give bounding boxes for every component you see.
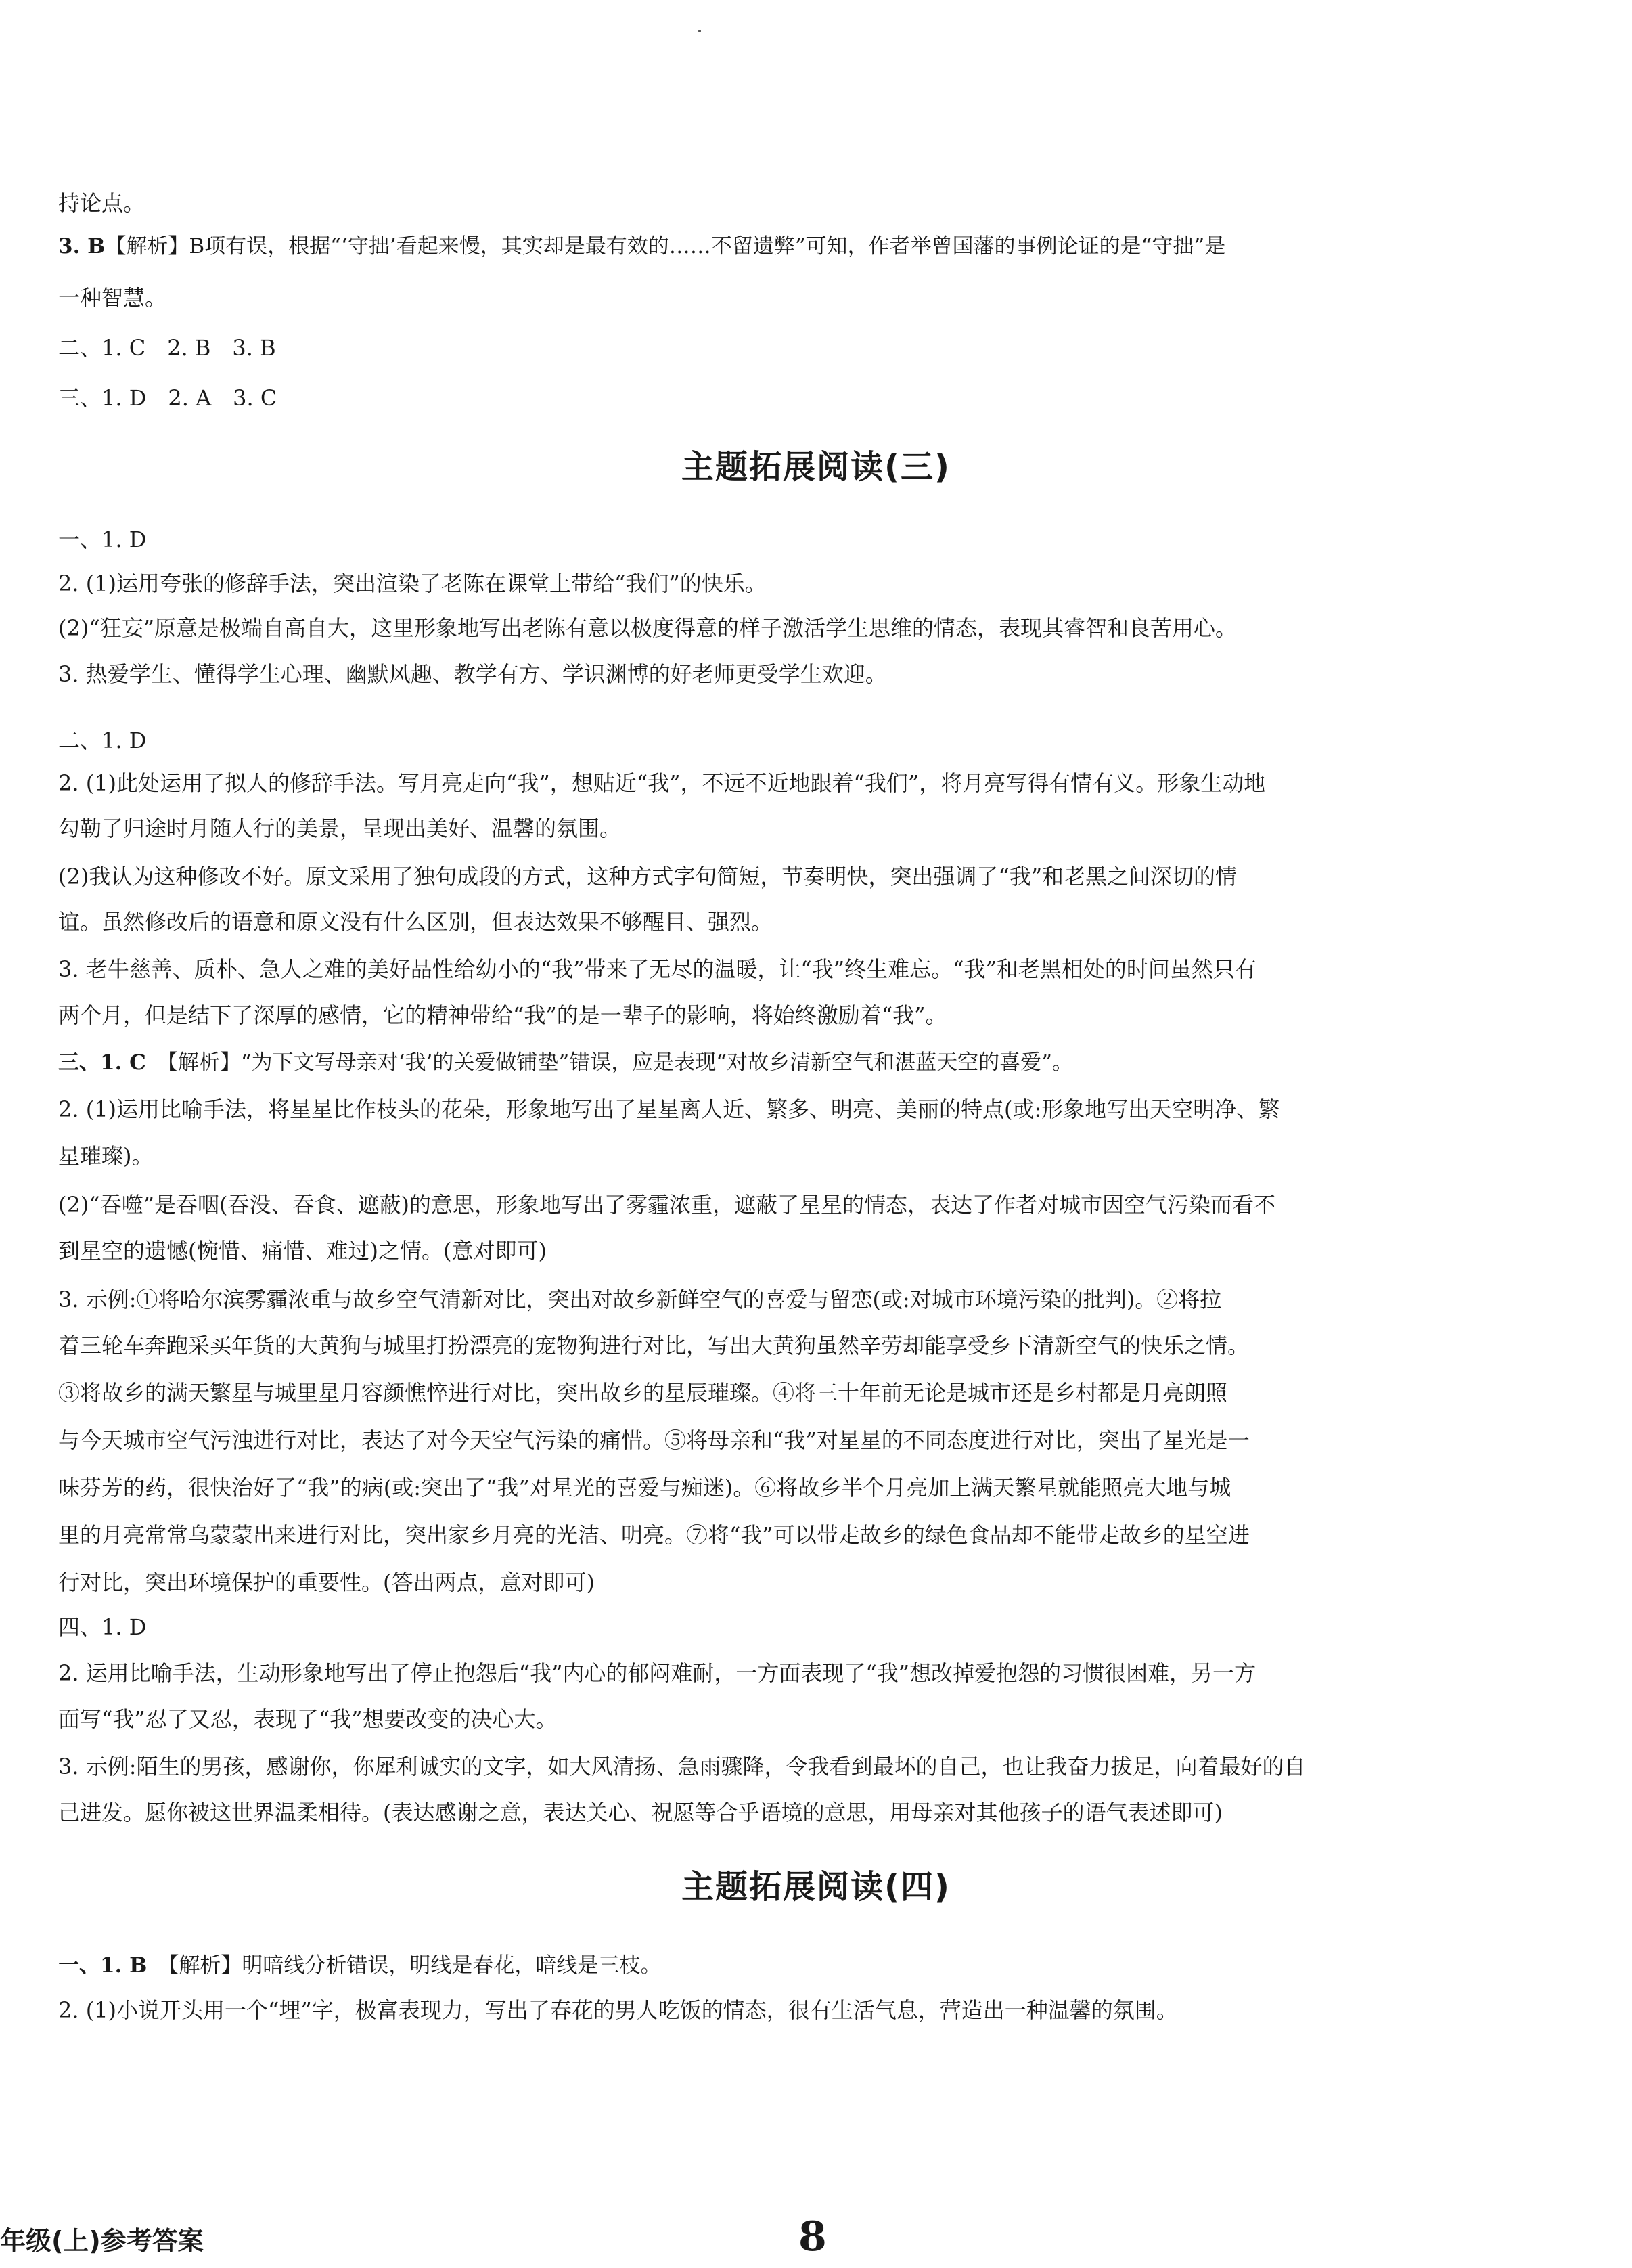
text-line: 三、1. D 2. A 3. C bbox=[58, 385, 277, 411]
text-line: 着三轮车奔跑采买年货的大黄狗与城里打扮漂亮的宠物狗进行对比，写出大黄狗虽然辛劳却能享受乡下清新空气的快乐之情。 bbox=[58, 1333, 1250, 1358]
text-line: 二、1. C 2. B 3. B bbox=[58, 335, 276, 361]
text-line: 3. 老牛慈善、质朴、急人之难的美好品性给幼小的“我”带来了无尽的温暖，让“我”终生难忘。“我”和老黑相处的时间虽然只有 bbox=[58, 956, 1256, 982]
text-line: (2)“狂妄”原意是极端自高自大，这里形象地写出老陈有意以极度得意的样子激活学生思维的情态，表现其睿智和良苦用心。 bbox=[58, 615, 1238, 641]
explanation-text: 【解析】“为下文写母亲对‘我’的关爱做铺垫”错误，应是表现“对故乡清新空气和湛蓝天空的喜爱”。 bbox=[156, 1050, 1073, 1075]
text-line: 一、1. D bbox=[58, 527, 147, 552]
text-line: 3. 示例:陌生的男孩，感谢你，你犀利诚实的文字，如大风清扬、急雨骤降，令我看到最坏的自己，也让我奋力拔足，向着最好的自 bbox=[58, 1754, 1306, 1779]
question-number: 三、1. C bbox=[58, 1050, 146, 1075]
text-line bbox=[58, 1951, 1398, 1980]
text-line: 星璀璨)。 bbox=[58, 1143, 154, 1169]
explanation-text: 【解析】明暗线分析错误，明线是春花，暗线是三枝。 bbox=[158, 1953, 662, 1978]
text-line: 与今天城市空气污浊进行对比，表达了对今天空气污染的痛惜。⑤将母亲和“我”对星星的不同态度进行对比，突出了星光是一 bbox=[58, 1427, 1250, 1453]
text-line: 四、1. D bbox=[58, 1614, 147, 1640]
scan-speck bbox=[698, 30, 701, 32]
text-line: 2. (1)小说开头用一个“埋”字，极富表现力，写出了春花的男人吃饭的情态，很有生活气息，营造出一种温馨的氛围。 bbox=[58, 1997, 1178, 2023]
text-line bbox=[58, 1048, 1398, 1077]
section-title: 主题拓展阅读(四) bbox=[681, 1868, 951, 1906]
text-line: 面写“我”忍了又忍，表现了“我”想要改变的决心大。 bbox=[58, 1706, 558, 1732]
text-line: 2. (1)此处运用了拟人的修辞手法。写月亮走向“我”，想贴近“我”，不远不近地跟着“我们”，将月亮写得有情有义。形象生动地 bbox=[58, 770, 1266, 796]
section-title: 主题拓展阅读(三) bbox=[681, 448, 951, 486]
text-line: 到星空的遗憾(惋惜、痛惜、难过)之情。(意对即可) bbox=[58, 1238, 547, 1264]
text-line: 一种智慧。 bbox=[58, 285, 167, 311]
text-line bbox=[58, 231, 1398, 261]
question-number: 一、1. B bbox=[58, 1953, 148, 1978]
text-line: (2)“吞噬”是吞咽(吞没、吞食、遮蔽)的意思，形象地写出了雾霾浓重，遮蔽了星星的情态，表达了作者对城市因空气污染而看不 bbox=[58, 1192, 1276, 1218]
text-line: 谊。虽然修改后的语意和原文没有什么区别，但表达效果不够醒目、强烈。 bbox=[58, 909, 773, 935]
text-line: 味芬芳的药，很快治好了“我”的病(或:突出了“我”对星光的喜爱与痴迷)。⑥将故乡半个月亮加上满天繁星就能照亮大地与城 bbox=[58, 1475, 1231, 1500]
text-line: 勾勒了归途时月随人行的美景，呈现出美好、温馨的氛围。 bbox=[58, 816, 622, 841]
text-line: 3. 热爱学生、懂得学生心理、幽默风趣、教学有方、学识渊博的好老师更受学生欢迎。 bbox=[58, 661, 887, 687]
text-line: ③将故乡的满天繁星与城里星月容颜憔悴进行对比，突出故乡的星辰璀璨。④将三十年前无论是城市还是乡村都是月亮朗照 bbox=[58, 1380, 1228, 1406]
text-line: (2)我认为这种修改不好。原文采用了独句成段的方式，这种方式字句简短，节奏明快，突出强调了“我”和老黑之间深切的情 bbox=[58, 864, 1238, 889]
text-line: 3. 示例:①将哈尔滨雾霾浓重与故乡空气清新对比，突出对故乡新鲜空气的喜爱与留恋(或:对城市环境污染的批判)。②将拉 bbox=[58, 1287, 1222, 1312]
question-number: 3. B bbox=[58, 234, 106, 259]
text-line: 2. (1)运用夸张的修辞手法，突出渲染了老陈在课堂上带给“我们”的快乐。 bbox=[58, 571, 767, 596]
text-line: 二、1. D bbox=[58, 728, 147, 753]
text-line: 己进发。愿你被这世界温柔相待。(表达感谢之意，表达关心、祝愿等合乎语境的意思，用母亲对其他孩子的语气表述即可) bbox=[58, 1800, 1223, 1825]
text-line: 里的月亮常常乌蒙蒙出来进行对比，突出家乡月亮的光洁、明亮。⑦将“我”可以带走故乡的绿色食品却不能带走故乡的星空进 bbox=[58, 1522, 1250, 1548]
page-number: 8 bbox=[798, 2213, 827, 2261]
text-line: 两个月，但是结下了深厚的感情，它的精神带给“我”的是一辈子的影响，将始终激励着“我”。 bbox=[58, 1002, 947, 1028]
text-line: 2. 运用比喻手法，生动形象地写出了停止抱怨后“我”内心的郁闷难耐，一方面表现了“我”想改掉爱抱怨的习惯很困难，另一方 bbox=[58, 1660, 1256, 1686]
explanation-text: 【解析】B项有误，根据“‘守拙’看起来慢，其实却是最有效的……不留遗弊”可知，作者举曾国藩的事例论证的是“守拙”是 bbox=[105, 234, 1226, 259]
text-line: 行对比，突出环境保护的重要性。(答出两点，意对即可) bbox=[58, 1570, 595, 1595]
text-line: 2. (1)运用比喻手法，将星星比作枝头的花朵，形象地写出了星星离人近、繁多、明亮、美丽的特点(或:形象地写出天空明净、繁 bbox=[58, 1096, 1280, 1122]
footer-label: 年级(上)参考答案 bbox=[0, 2226, 204, 2256]
text-line: 持论点。 bbox=[58, 190, 145, 216]
